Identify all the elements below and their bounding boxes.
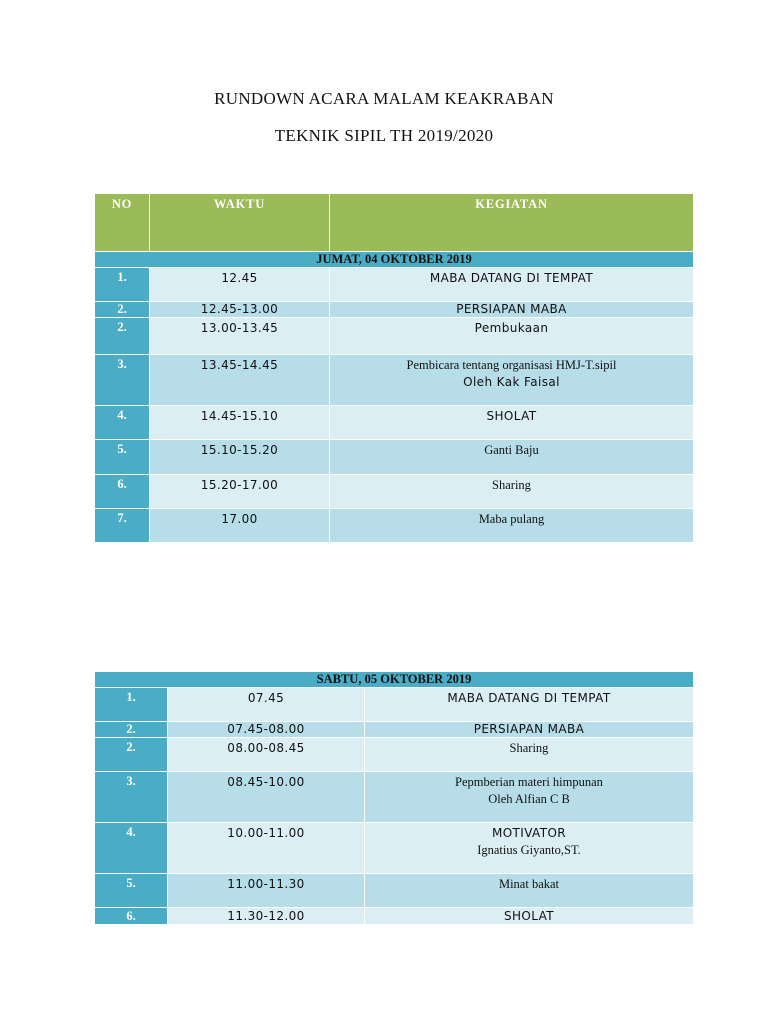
table-row bbox=[95, 406, 694, 440]
row-no: 6. bbox=[95, 475, 150, 509]
row-waktu: 12.45-13.00 bbox=[150, 302, 330, 318]
row-no: 1. bbox=[95, 688, 168, 722]
day-label: JUMAT, 04 OKTOBER 2019 bbox=[95, 252, 694, 268]
row-no: 5. bbox=[95, 440, 150, 475]
table-row bbox=[95, 440, 694, 475]
rundown-table-friday bbox=[94, 193, 694, 543]
row-waktu: 07.45 bbox=[168, 688, 365, 722]
row-no: 6. bbox=[95, 908, 168, 925]
row-kegiatan: Minat bakat bbox=[365, 874, 694, 908]
table-row bbox=[95, 355, 694, 406]
table-row bbox=[95, 509, 694, 543]
header-no: NO bbox=[95, 194, 150, 252]
row-kegiatan: Sharing bbox=[330, 475, 694, 509]
row-waktu: 12.45 bbox=[150, 268, 330, 302]
row-kegiatan: PERSIAPAN MABA bbox=[365, 722, 694, 738]
day-row bbox=[95, 672, 694, 688]
row-waktu: 17.00 bbox=[150, 509, 330, 543]
table-header-row bbox=[95, 194, 694, 252]
row-kegiatan-line1: Pepmberian materi himpunan bbox=[455, 775, 603, 789]
row-waktu: 11.00-11.30 bbox=[168, 874, 365, 908]
row-no: 4. bbox=[95, 823, 168, 874]
row-no: 7. bbox=[95, 509, 150, 543]
document-subtitle: TEKNIK SIPIL TH 2019/2020 bbox=[274, 126, 494, 145]
table-row bbox=[95, 318, 694, 355]
row-no: 1. bbox=[95, 268, 150, 302]
row-waktu: 15.20-17.00 bbox=[150, 475, 330, 509]
row-no: 2. bbox=[95, 302, 150, 318]
table-row bbox=[95, 823, 694, 874]
row-kegiatan: MABA DATANG DI TEMPAT bbox=[330, 268, 694, 302]
row-kegiatan bbox=[365, 772, 694, 823]
row-no: 2. bbox=[95, 318, 150, 355]
row-waktu: 14.45-15.10 bbox=[150, 406, 330, 440]
row-kegiatan: PERSIAPAN MABA bbox=[330, 302, 694, 318]
table-row bbox=[95, 722, 694, 738]
row-waktu: 10.00-11.00 bbox=[168, 823, 365, 874]
row-kegiatan: SHOLAT bbox=[365, 908, 694, 925]
row-waktu: 08.00-08.45 bbox=[168, 738, 365, 772]
row-kegiatan-line2: Oleh Kak Faisal bbox=[463, 375, 560, 389]
row-no: 2. bbox=[95, 738, 168, 772]
header-waktu: WAKTU bbox=[150, 194, 330, 252]
row-kegiatan: MABA DATANG DI TEMPAT bbox=[365, 688, 694, 722]
table-row bbox=[95, 738, 694, 772]
table-row bbox=[95, 268, 694, 302]
row-waktu: 11.30-12.00 bbox=[168, 908, 365, 925]
row-no: 2. bbox=[95, 722, 168, 738]
row-kegiatan-line2: Oleh Alfian C B bbox=[488, 792, 570, 806]
rundown-table-saturday bbox=[94, 671, 694, 925]
day-row bbox=[95, 252, 694, 268]
table-row bbox=[95, 475, 694, 509]
row-waktu: 13.00-13.45 bbox=[150, 318, 330, 355]
row-kegiatan bbox=[365, 823, 694, 874]
table-row bbox=[95, 688, 694, 722]
row-waktu: 15.10-15.20 bbox=[150, 440, 330, 475]
row-kegiatan-line1: MOTIVATOR bbox=[491, 826, 567, 840]
header-kegiatan: KEGIATAN bbox=[330, 194, 694, 252]
row-waktu: 07.45-08.00 bbox=[168, 722, 365, 738]
table-row bbox=[95, 908, 694, 925]
day-label: SABTU, 05 OKTOBER 2019 bbox=[95, 672, 694, 688]
document-title: RUNDOWN ACARA MALAM KEAKRABAN bbox=[214, 89, 554, 108]
row-kegiatan: Sharing bbox=[365, 738, 694, 772]
row-kegiatan: SHOLAT bbox=[330, 406, 694, 440]
table-row bbox=[95, 874, 694, 908]
row-waktu: 08.45-10.00 bbox=[168, 772, 365, 823]
row-kegiatan: Maba pulang bbox=[330, 509, 694, 543]
table-row bbox=[95, 772, 694, 823]
row-kegiatan: Pembukaan bbox=[330, 318, 694, 355]
row-kegiatan bbox=[330, 355, 694, 406]
row-no: 3. bbox=[95, 355, 150, 406]
row-waktu: 13.45-14.45 bbox=[150, 355, 330, 406]
table-row bbox=[95, 302, 694, 318]
row-no: 4. bbox=[95, 406, 150, 440]
row-kegiatan-line2: Ignatius Giyanto,ST. bbox=[477, 843, 581, 857]
row-kegiatan: Ganti Baju bbox=[330, 440, 694, 475]
row-kegiatan-line1: Pembicara tentang organisasi HMJ-T.sipil bbox=[406, 358, 617, 372]
row-no: 5. bbox=[95, 874, 168, 908]
row-no: 3. bbox=[95, 772, 168, 823]
